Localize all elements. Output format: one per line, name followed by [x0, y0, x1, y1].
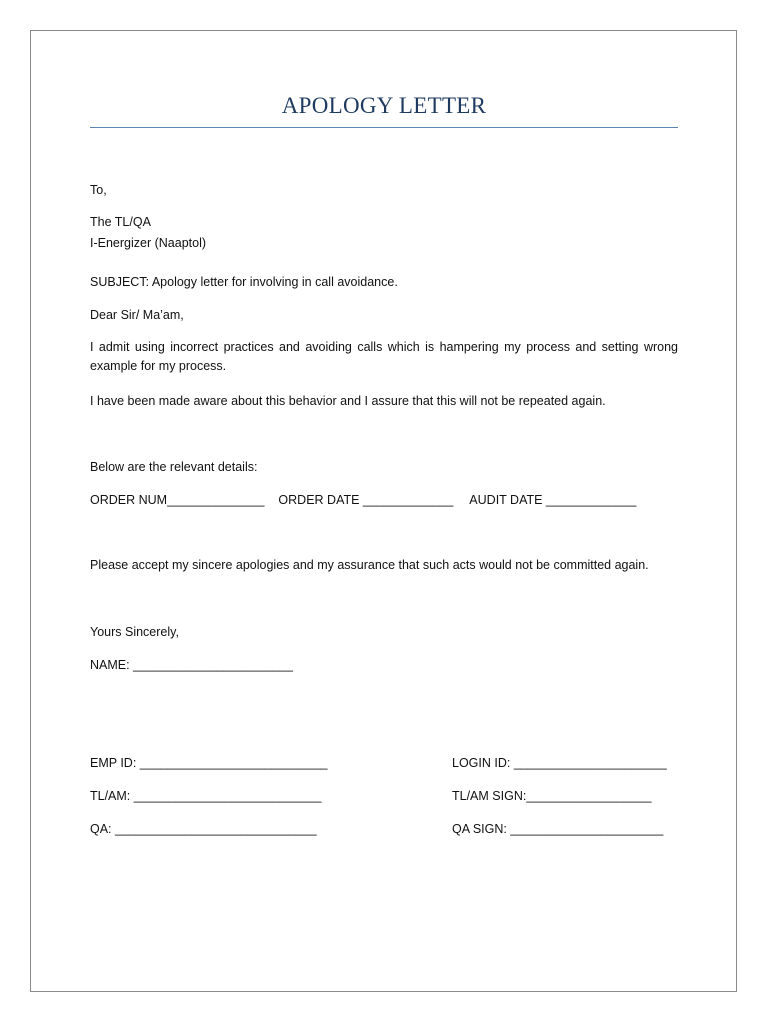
letter-title: APOLOGY LETTER: [281, 93, 487, 118]
audit-date-field: AUDIT DATE _____________: [469, 493, 637, 507]
order-date-field: ORDER DATE _____________: [278, 493, 454, 507]
paragraph-admission: I admit using incorrect practices and avoiding calls which is hampering my process and setting wrong example for my process.: [90, 340, 678, 373]
qa-field: QA: _____________________________: [90, 822, 317, 836]
salutation: Dear Sir/ Ma’am,: [90, 308, 184, 322]
title-divider: [90, 127, 678, 128]
subject-line: SUBJECT: Apology letter for involving in call avoidance.: [90, 275, 398, 289]
apology-statement: Please accept my sincere apologies and my assurance that such acts would not be committed again.: [90, 558, 649, 572]
name-field: NAME: _______________________: [90, 658, 293, 672]
letter-page: [30, 30, 737, 992]
qa-sign-field: QA SIGN: ______________________: [452, 822, 664, 836]
tl-am-sign-field: TL/AM SIGN:__________________: [452, 789, 652, 803]
paragraph-assurance: I have been made aware about this behavior and I assure that this will not be repeated again.: [90, 394, 606, 408]
to-line: To,: [90, 183, 107, 197]
details-row: [90, 492, 636, 508]
order-num-field: ORDER NUM______________: [90, 493, 265, 507]
recipient-line-2: I-Energizer (Naaptol): [90, 236, 207, 250]
login-id-field: LOGIN ID: ______________________: [452, 756, 667, 770]
recipient-line-1: The TL/QA: [90, 215, 151, 229]
tl-am-field: TL/AM: ___________________________: [90, 789, 322, 803]
details-intro: Below are the relevant details:: [90, 460, 258, 474]
emp-id-field: EMP ID: ___________________________: [90, 756, 328, 770]
closing: Yours Sincerely,: [90, 625, 179, 639]
